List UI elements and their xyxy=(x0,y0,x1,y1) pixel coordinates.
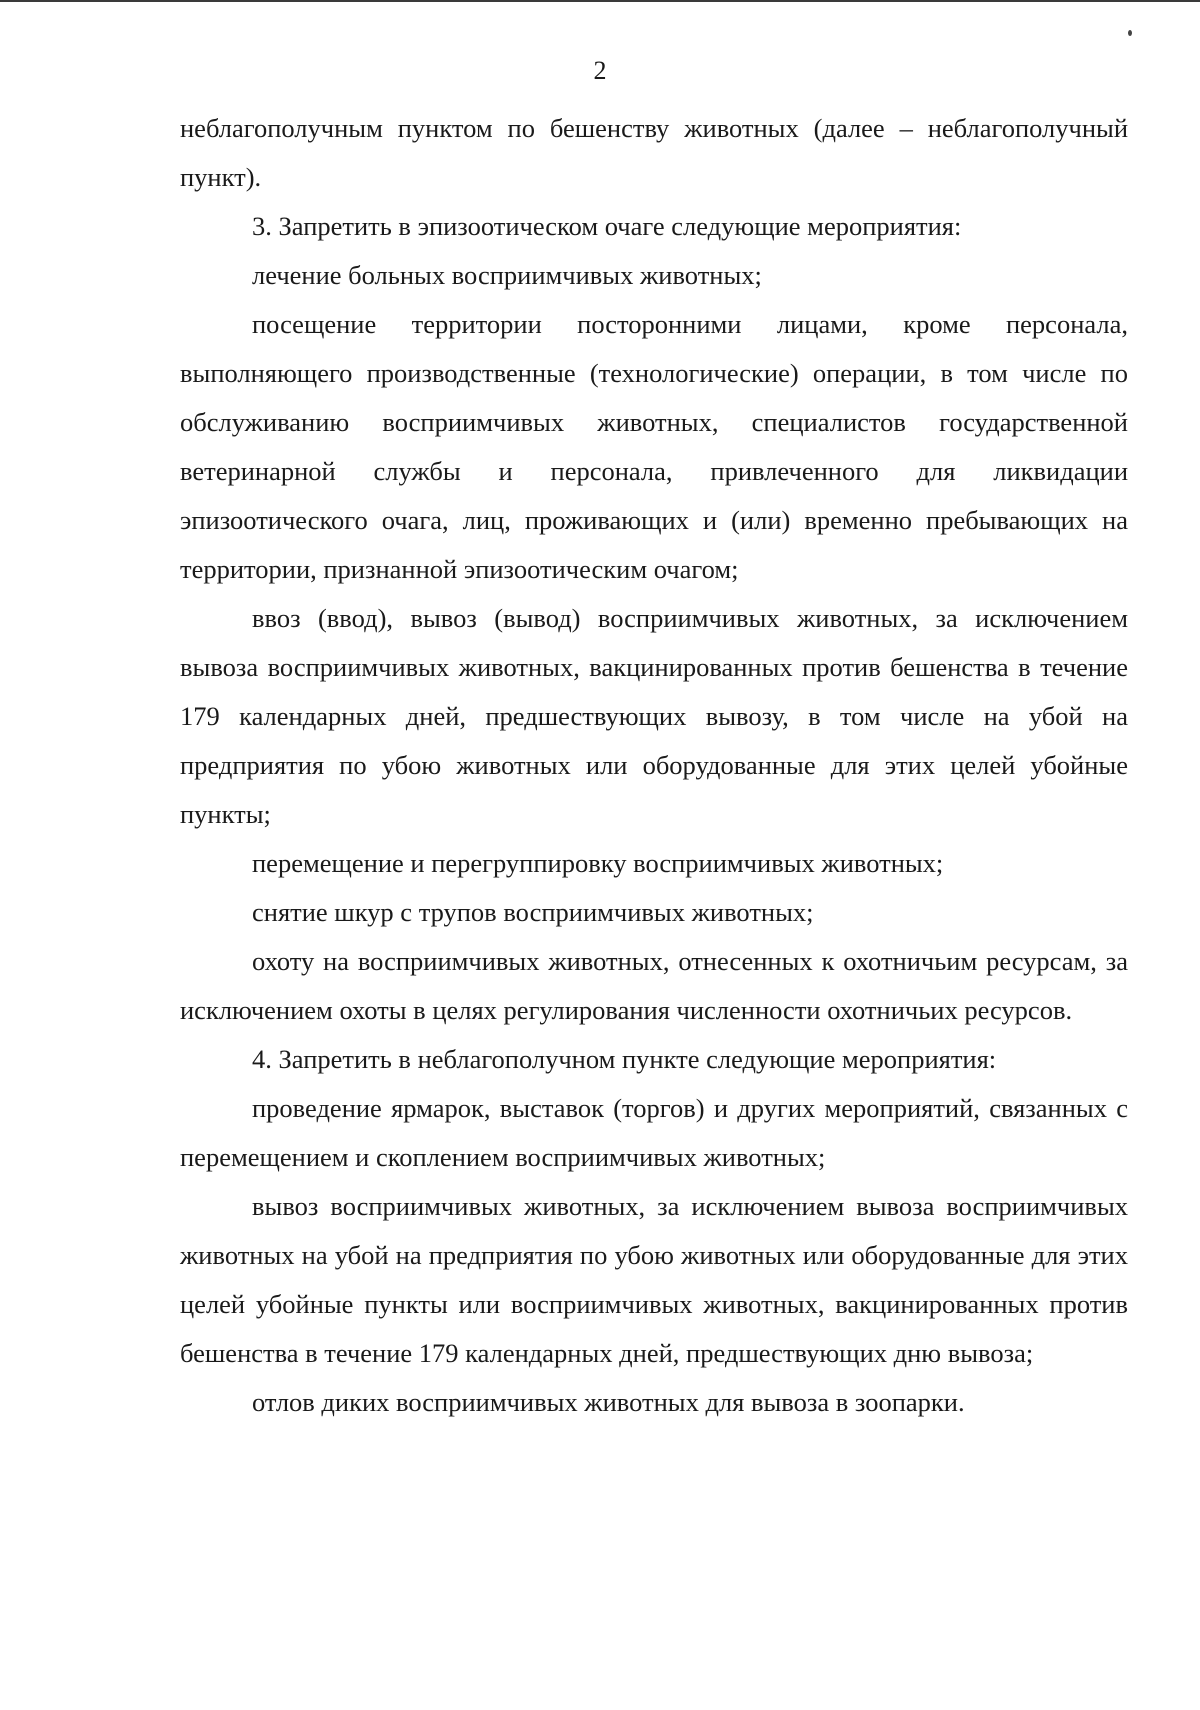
paragraph-item-4: 4. Запретить в неблагополучном пункте следующие мероприятия: xyxy=(252,1044,997,1074)
document-body xyxy=(180,104,1128,1427)
paragraph: перемещение и перегруппировку восприимчивых животных; xyxy=(252,848,944,878)
paragraph: отлов диких восприимчивых животных для вывоза в зоопарки. xyxy=(252,1387,965,1417)
paragraph-item-3: 3. Запретить в эпизоотическом очаге следующие мероприятия: xyxy=(252,211,962,241)
paragraph: проведение ярмарок, выставок (торгов) и других мероприятий, связанных с перемещением и скоплением восприимчивых животных; xyxy=(180,1093,1128,1172)
paragraph: снятие шкур с трупов восприимчивых животных; xyxy=(252,897,814,927)
scan-edge xyxy=(0,0,1200,2)
scan-speck xyxy=(1128,30,1132,36)
paragraph: вывоз восприимчивых животных, за исключением вывоза восприимчивых животных на убой на предприятия по убою животных или оборудованные для этих целей убойные пункты или восприимчивых животных, вакцинированных против бешенства в течение 179 календарных дней, предшествующих дню вывоза; xyxy=(180,1191,1128,1368)
paragraph-continuation: неблагополучным пунктом по бешенству животных (далее – неблагополучный пункт). xyxy=(180,113,1128,192)
paragraph: ввоз (ввод), вывоз (вывод) восприимчивых животных, за исключением вывоза восприимчивых животных, вакцинированных против бешенства в течение 179 календарных дней, предшествующих вывозу, в том числе на убой на предприятия по убою животных или оборудованные для этих целей убойные пункты; xyxy=(180,603,1128,829)
paragraph: лечение больных восприимчивых животных; xyxy=(252,260,762,290)
paragraph: охоту на восприимчивых животных, отнесенных к охотничьим ресурсам, за исключением охоты в целях регулирования численности охотничьих ресурсов. xyxy=(180,946,1128,1025)
paragraph: посещение территории посторонними лицами, кроме персонала, выполняющего производственные (технологические) операции, в том числе по обслуживанию восприимчивых животных, специалистов государственной ветеринарной службы и персонала, привлеченного для ликвидации эпизоотического очага, лиц, проживающих и (или) временно пребывающих на территории, признанной эпизоотическим очагом; xyxy=(180,309,1128,584)
page-number: 2 xyxy=(593,56,607,85)
